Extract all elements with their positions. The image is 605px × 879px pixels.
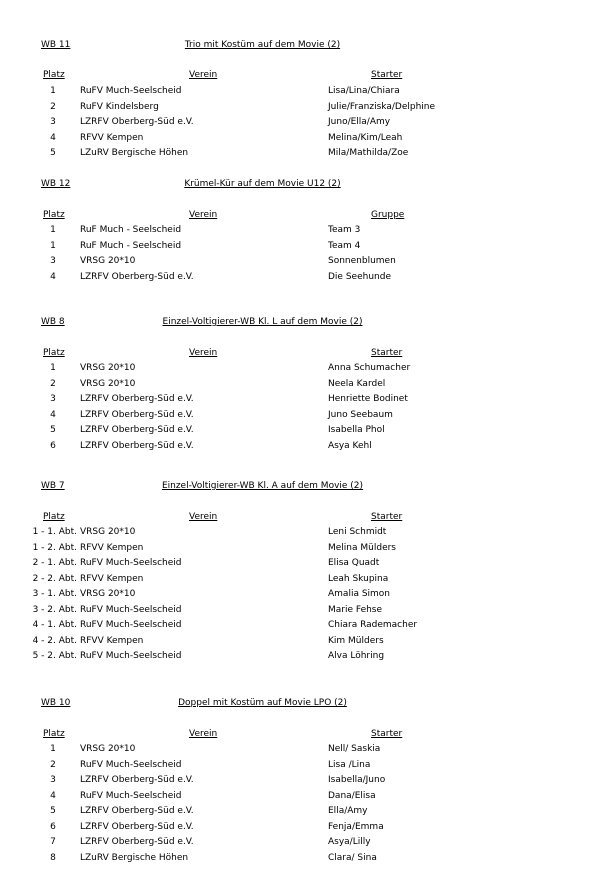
cell-platz: 1 [50,363,56,373]
cell-platz: 2 - 2. Abt. [32,573,77,584]
cell-verein: VRSG 20*10 [80,589,136,599]
cell-platz: 3 [50,117,56,127]
cell-platz: 7 [50,837,56,847]
cell-starter: Asya/Lilly [328,837,371,847]
cell-platz: 4 [50,271,56,282]
section-wb-number: WB 10 [41,698,71,708]
cell-platz: 4 [50,132,56,143]
cell-verein: RuFV Much-Seelscheid [80,86,182,96]
column-header-starter: Starter [371,348,403,358]
cell-platz: 1 [50,225,56,235]
cell-starter: Asya Kehl [328,440,372,451]
table-row [0,256,605,268]
cell-verein: RFVV Kempen [80,573,144,584]
cell-platz: 2 [50,378,56,389]
column-header-starter: Gruppe [371,210,405,220]
cell-starter: Sonnenblumen [328,256,396,266]
column-header-platz: Platz [43,210,65,220]
column-headers [0,210,605,222]
cell-starter: Juno/Ella/Amy [328,117,391,127]
cell-verein: VRSG 20*10 [80,744,136,754]
table-row [0,791,605,803]
cell-starter: Chiara Rademacher [328,620,418,630]
section-wb-number: WB 12 [41,179,71,189]
cell-starter: Melina/Kim/Leah [328,132,403,143]
table-row [0,148,605,160]
table-row [0,133,605,145]
table-row [0,574,605,586]
table-row [0,272,605,284]
cell-starter: Mila/Mathilda/Zoe [328,148,409,158]
cell-starter: Lisa/Lina/Chiara [328,86,400,96]
cell-verein: RuFV Much-Seelscheid [80,651,182,661]
cell-verein: LZRFV Oberberg-Süd e.V. [80,394,194,404]
column-header-verein: Verein [189,210,218,220]
cell-starter: Team 4 [328,240,361,251]
table-row [0,379,605,391]
cell-platz: 5 [50,806,56,816]
cell-verein: VRSG 20*10 [80,256,136,266]
cell-platz: 8 [50,852,56,863]
section-title: Einzel-Voltigierer-WB Kl. A auf dem Movie (2) [161,481,364,491]
section-header [0,317,605,329]
section-title: Einzel-Voltigierer-WB Kl. L auf dem Movie (2) [162,317,363,327]
cell-platz: 4 - 1. Abt. [32,620,77,630]
cell-platz: 1 - 2. Abt. [32,542,77,553]
cell-verein: RuF Much - Seelscheid [80,225,182,235]
cell-starter: Team 3 [328,225,361,235]
cell-verein: VRSG 20*10 [80,363,136,373]
cell-platz: 2 [50,101,56,112]
cell-verein: LZRFV Oberberg-Süd e.V. [80,425,194,435]
cell-starter: Nell/ Saskia [328,744,381,754]
cell-starter: Neela Kardel [328,378,386,389]
cell-verein: LZuRV Bergische Höhen [80,148,189,158]
column-headers [0,512,605,524]
cell-verein: LZRFV Oberberg-Süd e.V. [80,271,194,282]
cell-verein: RuF Much - Seelscheid [80,240,182,251]
cell-verein: LZRFV Oberberg-Süd e.V. [80,775,194,785]
table-row [0,425,605,437]
table-row [0,853,605,865]
column-header-platz: Platz [43,729,65,739]
cell-platz: 4 - 2. Abt. [32,635,77,646]
cell-starter: Julie/Franziska/Delphine [328,101,436,112]
cell-verein: RuFV Much-Seelscheid [80,620,182,630]
table-row [0,636,605,648]
cell-starter: Fenja/Emma [328,821,384,832]
table-row [0,605,605,617]
column-header-platz: Platz [43,70,65,80]
table-row [0,760,605,772]
cell-starter: Juno Seebaum [328,409,393,420]
cell-verein: LZRFV Oberberg-Süd e.V. [80,409,194,420]
column-header-verein: Verein [189,70,218,80]
column-header-verein: Verein [189,729,218,739]
section-title: Krümel-Kür auf dem Movie U12 (2) [184,179,341,189]
cell-starter: Amalia Simon [328,589,391,599]
cell-platz: 1 [50,744,56,754]
section-wb-number: WB 7 [41,481,65,491]
cell-starter: Anna Schumacher [328,363,411,373]
section-header [0,698,605,710]
cell-platz: 4 [50,790,56,801]
cell-starter: Clara/ Sina [328,852,377,863]
section-header [0,40,605,52]
column-headers [0,70,605,82]
cell-verein: VRSG 20*10 [80,527,136,537]
cell-starter: Lisa /Lina [328,759,371,770]
cell-verein: LZRFV Oberberg-Süd e.V. [80,117,194,127]
cell-starter: Elisa Quadt [328,558,380,568]
section-header [0,481,605,493]
table-row [0,102,605,114]
table-row [0,589,605,601]
column-headers [0,348,605,360]
cell-platz: 6 [50,440,56,451]
cell-verein: RuFV Much-Seelscheid [80,558,182,568]
cell-starter: Alva Löhring [328,651,385,661]
column-header-platz: Platz [43,512,65,522]
table-row [0,620,605,632]
cell-platz: 4 [50,409,56,420]
cell-starter: Leni Schmidt [328,527,387,537]
column-header-platz: Platz [43,348,65,358]
cell-verein: LZRFV Oberberg-Süd e.V. [80,821,194,832]
table-row [0,651,605,663]
section-wb-number: WB 8 [41,317,65,327]
section-title: Trio mit Kostüm auf dem Movie (2) [184,40,341,50]
section-header [0,179,605,191]
cell-platz: 3 - 2. Abt. [32,604,77,615]
cell-platz: 6 [50,821,56,832]
cell-starter: Marie Fehse [328,604,383,615]
cell-starter: Isabella/Juno [328,775,386,785]
cell-platz: 5 - 2. Abt. [32,651,77,661]
cell-platz: 5 [50,148,56,158]
cell-verein: VRSG 20*10 [80,378,136,389]
cell-verein: RuFV Much-Seelscheid [80,604,182,615]
table-row [0,86,605,98]
cell-verein: RFVV Kempen [80,542,144,553]
cell-platz: 1 [50,240,56,251]
cell-verein: RuFV Much-Seelscheid [80,790,182,801]
table-row [0,441,605,453]
cell-starter: Kim Mülders [328,635,384,646]
cell-verein: RFVV Kempen [80,132,144,143]
cell-platz: 1 - 1. Abt. [32,527,77,537]
column-headers [0,729,605,741]
table-row [0,775,605,787]
table-row [0,225,605,237]
table-row [0,363,605,375]
section-wb-number: WB 11 [41,40,71,50]
cell-verein: LZuRV Bergische Höhen [80,852,189,863]
column-header-starter: Starter [371,729,403,739]
cell-platz: 2 [50,759,56,770]
cell-platz: 1 [50,86,56,96]
column-header-starter: Starter [371,70,403,80]
table-row [0,543,605,555]
cell-verein: LZRFV Oberberg-Süd e.V. [80,806,194,816]
cell-verein: RFVV Kempen [80,635,144,646]
cell-starter: Dana/Elisa [328,790,376,801]
cell-platz: 3 - 1. Abt. [32,589,77,599]
table-row [0,410,605,422]
table-row [0,394,605,406]
cell-starter: Melina Mülders [328,542,396,553]
cell-platz: 5 [50,425,56,435]
cell-starter: Henriette Bodinet [328,394,408,404]
cell-verein: LZRFV Oberberg-Süd e.V. [80,440,194,451]
section-title: Doppel mit Kostüm auf Movie LPO (2) [178,698,347,708]
cell-starter: Isabella Phol [328,425,385,435]
column-header-starter: Starter [371,512,403,522]
cell-platz: 3 [50,394,56,404]
table-row [0,527,605,539]
table-row [0,558,605,570]
cell-verein: RuFV Kindelsberg [80,101,159,112]
column-header-verein: Verein [189,512,218,522]
cell-starter: Leah Skupina [328,573,389,584]
table-row [0,806,605,818]
table-row [0,744,605,756]
table-row [0,117,605,129]
cell-platz: 2 - 1. Abt. [32,558,77,568]
cell-platz: 3 [50,775,56,785]
table-row [0,822,605,834]
cell-platz: 3 [50,256,56,266]
cell-verein: LZRFV Oberberg-Süd e.V. [80,837,194,847]
cell-starter: Die Seehunde [328,271,391,282]
table-row [0,837,605,849]
cell-verein: RuFV Much-Seelscheid [80,759,182,770]
cell-starter: Ella/Amy [328,806,368,816]
column-header-verein: Verein [189,348,218,358]
table-row [0,241,605,253]
